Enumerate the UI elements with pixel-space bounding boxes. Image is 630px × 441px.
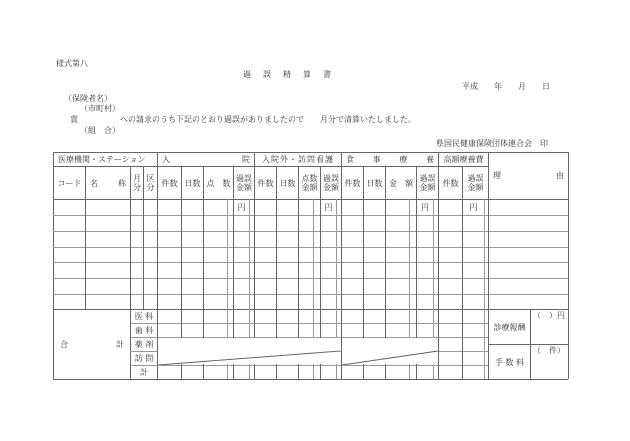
col-category (144, 167, 157, 199)
group-reason (489, 152, 568, 199)
totals-label-a: 合 (60, 340, 68, 349)
col-out-points (299, 167, 320, 199)
yen-unit-in: 円 (237, 202, 246, 212)
fee-unit: （ ）円 (533, 310, 565, 320)
commission-unit: （ 件） (533, 345, 565, 355)
meal-visit-diagonal (341, 337, 439, 365)
group-inpatient-b: 院 (242, 154, 250, 164)
col-name (86, 167, 130, 199)
group-reason-a: 理 (493, 171, 501, 180)
col-meal-days: 日数 (366, 178, 383, 188)
yen-unit-out: 円 (324, 202, 333, 212)
data-row[interactable] (54, 216, 488, 231)
col-out-amount-text: 過誤金額 (323, 174, 339, 192)
yen-unit-meal: 円 (421, 202, 429, 212)
col-meal-money: 金 額 (389, 178, 413, 188)
col-in-amount-text: 過誤金額 (236, 174, 252, 192)
col-code: コード (57, 178, 82, 188)
col-hc-amount-text: 過誤金額 (467, 174, 484, 192)
totals-label (54, 310, 130, 379)
data-row[interactable] (54, 248, 488, 262)
totals-row-medical: 医 科 (134, 312, 154, 321)
col-name-b: 称 (118, 178, 126, 188)
yen-unit-hc: 円 (469, 202, 478, 212)
col-meal-amount (417, 167, 438, 199)
group-meal (342, 152, 438, 166)
group-inpatient (158, 152, 254, 166)
group-reason-b: 由 (556, 171, 564, 180)
col-category-text: 区分 (146, 174, 155, 192)
data-row[interactable] (54, 279, 488, 294)
fee-label: 診療報酬 (493, 322, 526, 332)
document-title: 過 誤 精 算 書 (243, 70, 333, 79)
municipality-label: （市町村） (80, 104, 120, 113)
col-in-count: 件数 (161, 178, 178, 188)
group-outpatient: 入院外・訪問看護 (262, 154, 334, 164)
col-meal-amount-text: 過誤金額 (419, 174, 436, 192)
col-out-points-text: 点数金額 (301, 174, 318, 192)
totals-row-sum: 計 (140, 368, 148, 377)
col-hc-amount (463, 167, 488, 199)
visit-row-diagonal (157, 337, 341, 365)
commission-value[interactable] (531, 355, 568, 379)
totals-row-dental: 歯 科 (134, 326, 154, 335)
fee-value[interactable] (531, 320, 568, 344)
col-out-amount (321, 167, 341, 199)
date-line: 平成 年 月 日 (462, 82, 550, 91)
totals-row-pharmacy: 薬 剤 (134, 340, 154, 349)
col-in-amount (234, 167, 254, 199)
honorific: 貴 (70, 115, 78, 124)
commission-label: 手 数 料 (494, 357, 525, 367)
group-meal-d: 養 (425, 154, 434, 164)
col-month (131, 167, 143, 199)
col-hc-count: 件数 (442, 178, 459, 188)
totals-row-visit: 訪 問 (134, 354, 154, 363)
col-out-days: 日数 (279, 178, 296, 188)
data-row[interactable] (54, 295, 488, 309)
group-institution: 医療機関・ステーション (58, 154, 146, 164)
group-meal-b: 事 (372, 154, 381, 164)
insurer-label: （保険者名） (64, 94, 112, 103)
col-name-a: 名 (90, 178, 98, 188)
group-meal-a: 食 (346, 154, 354, 164)
data-row[interactable] (54, 232, 488, 247)
group-inpatient-a: 入 (162, 154, 170, 164)
col-in-days: 日数 (184, 178, 201, 188)
totals-label-b: 計 (116, 340, 124, 349)
data-row[interactable] (54, 263, 488, 278)
col-out-count: 件数 (257, 178, 274, 188)
data-row[interactable] (54, 200, 488, 215)
group-meal-c: 療 (399, 154, 408, 164)
union-label: （組 合） (80, 126, 120, 135)
col-meal-count: 件数 (344, 178, 361, 188)
form-number: 様式第八 (56, 59, 88, 68)
body-text: への請求のうち下記のとおり過誤がありましたので 月分で清算いたしました。 (120, 115, 416, 124)
issuer: 県国民健康保険団体連合会 印 (436, 139, 548, 148)
col-in-points: 点 数 (206, 178, 231, 188)
col-month-text: 月分 (133, 174, 141, 192)
group-high-cost: 高額療養費 (443, 154, 484, 164)
